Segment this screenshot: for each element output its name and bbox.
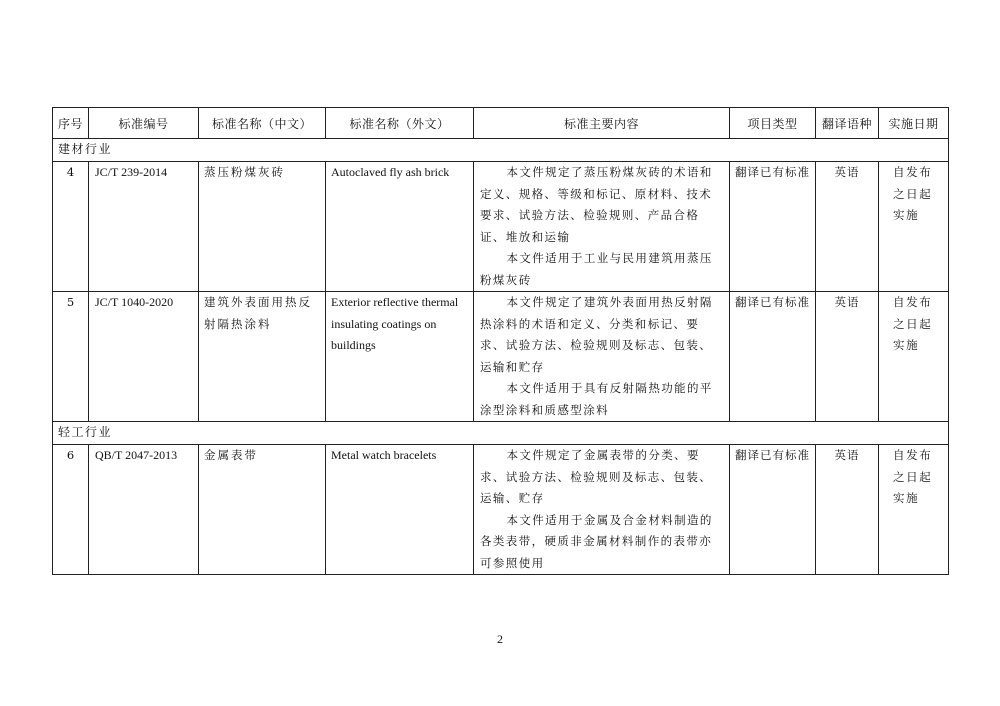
header-code: 标准编号 xyxy=(89,108,199,139)
header-name-cn: 标准名称（中文） xyxy=(199,108,326,139)
section-row-light-industry xyxy=(53,422,949,445)
content-applicability: 本文件适用于工业与民用建筑用蒸压粉煤灰砖 xyxy=(480,251,713,287)
content-scope: 本文件规定了建筑外表面用热反射隔热涂料的术语和定义、分类和标记、要求、试验方法、检验规则及标志、包装、运输和贮存 xyxy=(480,295,713,374)
header-name-en: 标准名称（外文） xyxy=(326,108,474,139)
header-row xyxy=(53,108,949,139)
row-code: JC/T 1040-2020 xyxy=(89,292,199,422)
row-type: 翻译已有标准 xyxy=(730,292,816,422)
row-name-cn: 建筑外表面用热反射隔热涂料 xyxy=(199,292,326,422)
header-language: 翻译语种 xyxy=(816,108,879,139)
row-name-en: Autoclaved fly ash brick xyxy=(326,162,474,292)
row-language: 英语 xyxy=(816,162,879,292)
row-num: 4 xyxy=(53,162,89,292)
row-code: QB/T 2047-2013 xyxy=(89,445,199,575)
row-content xyxy=(474,445,730,575)
content-applicability: 本文件适用于具有反射隔热功能的平涂型涂料和质感型涂料 xyxy=(480,381,713,417)
row-code: JC/T 239-2014 xyxy=(89,162,199,292)
section-title: 建材行业 xyxy=(53,139,949,162)
header-content: 标准主要内容 xyxy=(474,108,730,139)
row-name-en: Metal watch bracelets xyxy=(326,445,474,575)
row-language: 英语 xyxy=(816,292,879,422)
page-number: 2 xyxy=(497,632,503,646)
row-name-cn: 金属表带 xyxy=(199,445,326,575)
content-scope: 本文件规定了蒸压粉煤灰砖的术语和定义、规格、等级和标记、原材料、技术要求、试验方法、检验规则、产品合格证、堆放和运输 xyxy=(480,165,713,244)
row-type: 翻译已有标准 xyxy=(730,445,816,575)
row-type: 翻译已有标准 xyxy=(730,162,816,292)
section-row-building-materials xyxy=(53,139,949,162)
row-name-cn: 蒸压粉煤灰砖 xyxy=(199,162,326,292)
header-num: 序号 xyxy=(53,108,89,139)
section-title: 轻工行业 xyxy=(53,422,949,445)
table-row xyxy=(53,292,949,422)
row-num: 6 xyxy=(53,445,89,575)
table-row xyxy=(53,445,949,575)
row-date: 自发布之日起实施 xyxy=(879,445,949,575)
row-name-en: Exterior reflective thermal insulating coatings on buildings xyxy=(326,292,474,422)
header-date: 实施日期 xyxy=(879,108,949,139)
header-type: 项目类型 xyxy=(730,108,816,139)
row-num: 5 xyxy=(53,292,89,422)
row-content xyxy=(474,292,730,422)
content-applicability: 本文件适用于金属及合金材料制造的各类表带，硬质非金属材料制作的表带亦可参照使用 xyxy=(480,512,713,570)
content-scope: 本文件规定了金属表带的分类、要求、试验方法、检验规则及标志、包装、运输、贮存 xyxy=(480,448,713,505)
row-content xyxy=(474,162,730,292)
row-date: 自发布之日起实施 xyxy=(879,292,949,422)
row-date: 自发布之日起实施 xyxy=(879,162,949,292)
standards-table xyxy=(52,107,949,575)
table-row xyxy=(53,162,949,292)
row-language: 英语 xyxy=(816,445,879,575)
